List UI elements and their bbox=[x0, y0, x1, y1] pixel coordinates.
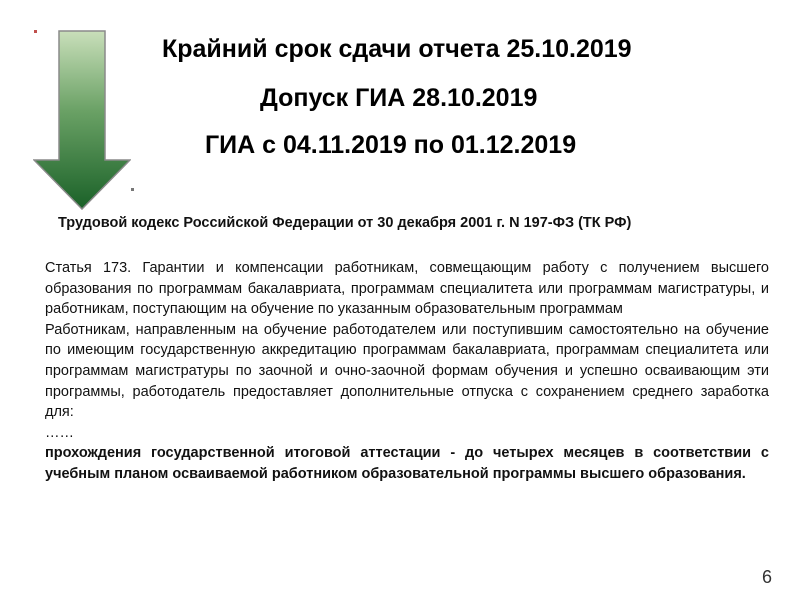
admission-heading: Допуск ГИА 28.10.2019 bbox=[260, 84, 538, 112]
decorative-mark bbox=[34, 30, 37, 33]
ellipsis: …… bbox=[45, 424, 74, 441]
article-text bbox=[45, 258, 769, 485]
decorative-mark bbox=[131, 188, 134, 191]
slide-number: 6 bbox=[761, 567, 772, 587]
down-arrow-icon bbox=[33, 30, 131, 210]
period-heading: ГИА с 04.11.2019 по 01.12.2019 bbox=[205, 131, 577, 159]
article-title: Статья 173. Гарантии и компенсации работникам, совмещающим работу с получением высшего образования по программам бакалавриата, программам специалитета или программам магистратуры, и работникам, поступающим на обучение по указанным образовательным программам bbox=[45, 260, 769, 318]
deadline-heading: Крайний срок сдачи отчета 25.10.2019 bbox=[162, 35, 632, 63]
article-body: Работникам, направленным на обучение работодателем или поступившим самостоятельно на обучение по имеющим государственную аккредитацию программам бакалавриата, программам специалитета или программам магистратуры по заочной и очно-заочной формам обучения и успешно осваивающим эти программы, работодатель предоставляет дополнительные отпуска с сохранением среднего заработка для: bbox=[45, 321, 769, 421]
law-title: Трудовой кодекс Российской Федерации от 30 декабря 2001 г. N 197-ФЗ (ТК РФ) bbox=[58, 215, 632, 231]
article-highlight: прохождения государственной итоговой аттестации - до четырех месяцев в соответствии с учебным планом осваиваемой работником образовательной программы высшего образования. bbox=[45, 445, 769, 482]
